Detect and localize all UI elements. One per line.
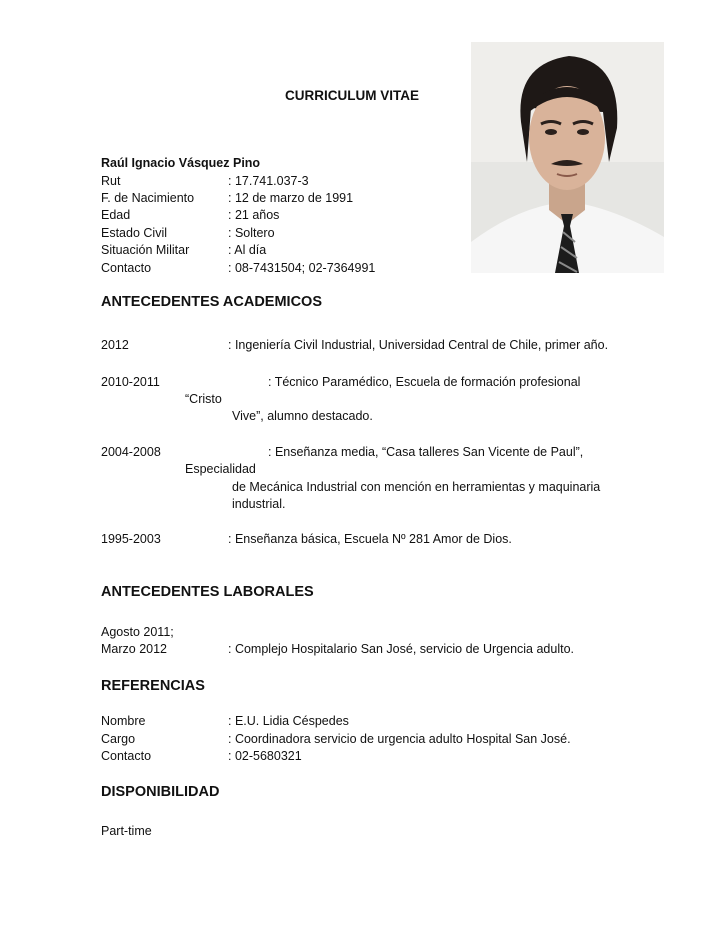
document-title: CURRICULUM VITAE bbox=[285, 88, 419, 103]
personal-value-civil-status: : Soltero bbox=[228, 226, 275, 240]
academic-years-2012: 2012 bbox=[101, 338, 129, 352]
academic-text-2010-line3: Vive”, alumno destacado. bbox=[232, 409, 373, 423]
work-description: : Complejo Hospitalario San José, servicio de Urgencia adulto. bbox=[228, 642, 575, 656]
reference-value-contact: : 02-5680321 bbox=[228, 749, 302, 763]
academic-years-2010: 2010-2011 bbox=[101, 375, 160, 389]
academic-text-2010-line2: “Cristo bbox=[185, 392, 222, 406]
reference-label-contact: Contacto bbox=[101, 749, 152, 763]
availability-value: Part-time bbox=[101, 824, 152, 838]
academic-years-2004: 2004-2008 bbox=[101, 445, 161, 459]
personal-value-military: : Al día bbox=[228, 243, 267, 257]
academic-text-2004-line4: industrial. bbox=[232, 497, 286, 511]
personal-label-military: Situación Militar bbox=[101, 243, 190, 257]
section-heading-references: REFERENCIAS bbox=[101, 678, 205, 694]
personal-label-civil-status: Estado Civil bbox=[101, 226, 167, 240]
academic-text-2012: : Ingeniería Civil Industrial, Universidad Central de Chile, primer año. bbox=[228, 338, 609, 352]
reference-value-position: : Coordinadora servicio de urgencia adulto Hospital San José. bbox=[228, 732, 571, 746]
academic-text-2004-line1: : Enseñanza media, “Casa talleres San Vicente de Paul”, bbox=[268, 445, 584, 459]
personal-label-birthdate: F. de Nacimiento bbox=[101, 191, 195, 205]
personal-label-contact: Contacto bbox=[101, 261, 152, 275]
personal-value-rut: : 17.741.037-3 bbox=[228, 174, 309, 188]
academic-text-2004-line2: Especialidad bbox=[185, 462, 256, 476]
work-date-end: Marzo 2012 bbox=[101, 642, 168, 656]
reference-label-position: Cargo bbox=[101, 732, 136, 746]
academic-years-1995: 1995-2003 bbox=[101, 532, 161, 546]
personal-label-age: Edad bbox=[101, 208, 131, 222]
personal-value-birthdate: : 12 de marzo de 1991 bbox=[228, 191, 354, 205]
academic-text-2010-line1: : Técnico Paramédico, Escuela de formación profesional bbox=[268, 375, 581, 389]
profile-photo bbox=[471, 42, 664, 273]
portrait-illustration bbox=[471, 42, 664, 273]
personal-label-rut: Rut bbox=[101, 174, 121, 188]
reference-value-name: : E.U. Lidia Céspedes bbox=[228, 714, 349, 728]
academic-text-1995: : Enseñanza básica, Escuela Nº 281 Amor de Dios. bbox=[228, 532, 512, 546]
academic-text-2004-line3: de Mecánica Industrial con mención en herramientas y maquinaria bbox=[232, 480, 601, 494]
reference-label-name: Nombre bbox=[101, 714, 146, 728]
personal-value-contact: : 08-7431504; 02-7364991 bbox=[228, 261, 376, 275]
work-date-start: Agosto 2011; bbox=[101, 625, 174, 639]
section-heading-academic: ANTECEDENTES ACADEMICOS bbox=[101, 294, 323, 310]
candidate-name: Raúl Ignacio Vásquez Pino bbox=[101, 156, 261, 170]
section-heading-availability: DISPONIBILIDAD bbox=[101, 784, 220, 800]
personal-value-age: : 21 años bbox=[228, 208, 280, 222]
section-heading-work: ANTECEDENTES LABORALES bbox=[101, 584, 314, 600]
